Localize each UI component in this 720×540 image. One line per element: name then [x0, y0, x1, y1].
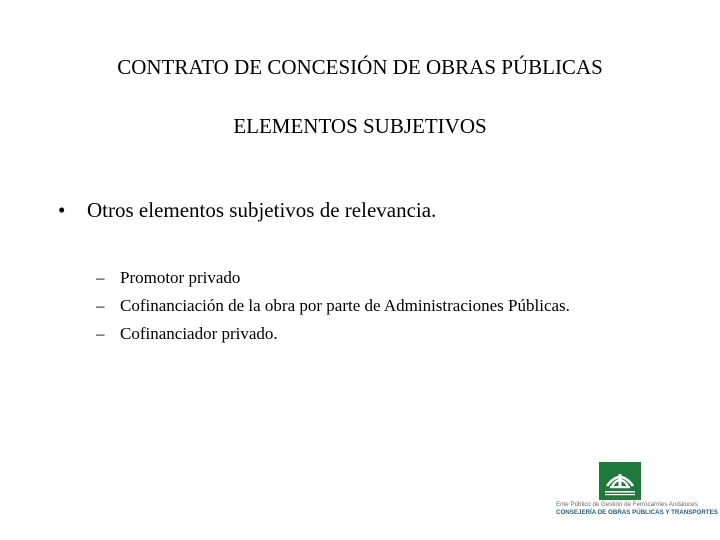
sub-bullet-text: Promotor privado — [120, 268, 241, 287]
organization-logo — [556, 462, 718, 522]
dash-marker: – — [96, 268, 105, 287]
sub-bullet-item — [96, 292, 570, 320]
slide-title: CONTRATO DE CONCESIÓN DE OBRAS PÚBLICAS — [117, 55, 603, 79]
logo-department-name: CONSEJERÍA DE OBRAS PÚBLICAS Y TRANSPORTES — [556, 509, 718, 516]
bullet-item — [58, 196, 436, 224]
slide-subtitle: ELEMENTOS SUBJETIVOS — [233, 114, 487, 138]
bullet-text: Otros elementos subjetivos de relevancia. — [87, 198, 437, 222]
sub-bullet-list — [96, 264, 570, 348]
sub-bullet-item — [96, 264, 570, 292]
bullet-marker: • — [58, 198, 66, 222]
dash-marker: – — [96, 324, 105, 343]
sub-bullet-text: Cofinanciador privado. — [120, 324, 278, 343]
logo-entity-name: Ente Público de Gestión de Ferrocarriles Andaluces — [556, 501, 698, 508]
sub-bullet-text: Cofinanciación de la obra por parte de Administraciones Públicas. — [120, 296, 570, 315]
junta-andalucia-emblem-icon — [599, 462, 641, 500]
dash-marker: – — [96, 296, 105, 315]
sub-bullet-item — [96, 320, 570, 348]
